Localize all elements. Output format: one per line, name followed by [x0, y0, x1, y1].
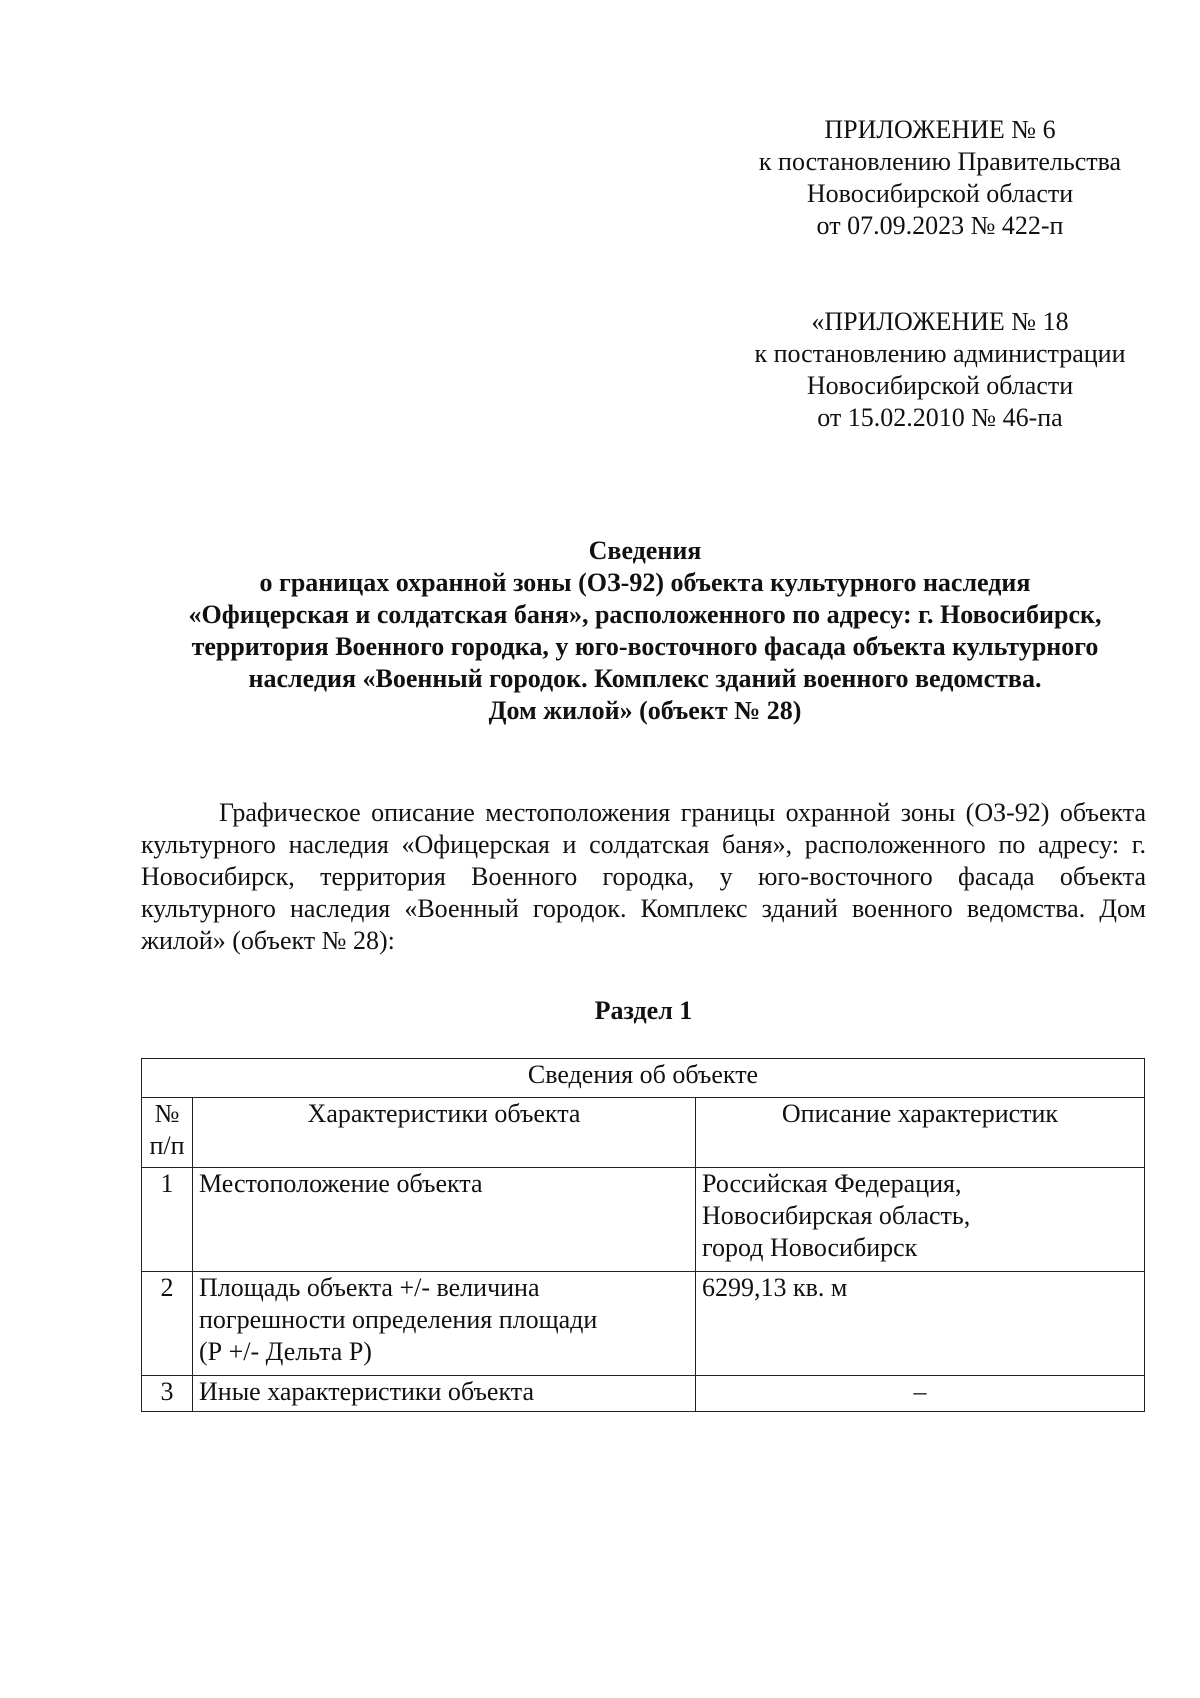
appendix-header-current	[730, 114, 1150, 242]
appendix-header-original	[720, 306, 1160, 434]
row-number: 1	[142, 1168, 193, 1272]
table-row	[142, 1376, 1145, 1412]
table-row	[142, 1272, 1145, 1376]
document-title	[110, 535, 1180, 727]
title-line: наследия «Военный городок. Комплекс зданий военного ведомства.	[248, 664, 1042, 693]
characteristic-line: Площадь объекта +/- величина	[199, 1273, 540, 1302]
row-characteristic: Местоположение объекта	[193, 1168, 696, 1272]
row-characteristic: Иные характеристики объекта	[193, 1376, 696, 1412]
header-number-symbol: №	[154, 1099, 180, 1128]
header-characteristics: Характеристики объекта	[193, 1098, 696, 1168]
row-description	[696, 1168, 1145, 1272]
description-line: город Новосибирск	[702, 1233, 918, 1262]
appendix-region: Новосибирской области	[806, 371, 1074, 400]
table-row	[142, 1168, 1145, 1272]
row-description: –	[696, 1376, 1145, 1412]
table-header-row	[142, 1098, 1145, 1168]
row-number: 3	[142, 1376, 193, 1412]
header-number	[142, 1098, 193, 1168]
header-number-abbrev: п/п	[149, 1131, 185, 1160]
row-description: 6299,13 кв. м	[696, 1272, 1145, 1376]
description-line: Российская Федерация,	[702, 1169, 962, 1198]
title-line: территория Военного городка, у юго-восточного фасада объекта культурного	[191, 632, 1099, 661]
appendix-number: «ПРИЛОЖЕНИЕ № 18	[811, 307, 1069, 336]
title-line: Дом жилой» (объект № 28)	[488, 696, 802, 725]
appendix-reference: к постановлению Правительства	[758, 147, 1122, 176]
appendix-date-number: от 15.02.2010 № 46-па	[817, 403, 1063, 432]
object-info-table	[141, 1058, 1145, 1412]
title-line: о границах охранной зоны (ОЗ-92) объекта культурного наследия	[259, 568, 1031, 597]
title-line: Сведения	[588, 536, 702, 565]
row-characteristic	[193, 1272, 696, 1376]
characteristic-line: погрешности определения площади	[199, 1305, 598, 1334]
title-line: «Офицерская и солдатская баня», расположенного по адресу: г. Новосибирск,	[188, 600, 1102, 629]
section-heading: Раздел 1	[594, 996, 693, 1025]
appendix-reference: к постановлению администрации	[754, 339, 1126, 368]
row-number: 2	[142, 1272, 193, 1376]
appendix-date-number: от 07.09.2023 № 422-п	[816, 211, 1064, 240]
appendix-number: ПРИЛОЖЕНИЕ № 6	[824, 115, 1056, 144]
appendix-region: Новосибирской области	[806, 179, 1074, 208]
description-line: Новосибирская область,	[702, 1201, 971, 1230]
intro-paragraph: Графическое описание местоположения границы охранной зоны (ОЗ-92) объекта культурного наследия «Офицерская и солдатская баня», расположенного по адресу: г. Новосибирск, территория Военного городка, у юго-восточного фасада объекта культурного наследия «Военный городок. Комплекс зданий военного ведомства. Дом жилой» (объект № 28):	[141, 798, 1146, 955]
table-caption-row	[142, 1059, 1145, 1098]
characteristic-line: (Р +/- Дельта Р)	[199, 1337, 372, 1366]
table-caption: Сведения об объекте	[142, 1059, 1145, 1098]
header-description: Описание характеристик	[696, 1098, 1145, 1168]
